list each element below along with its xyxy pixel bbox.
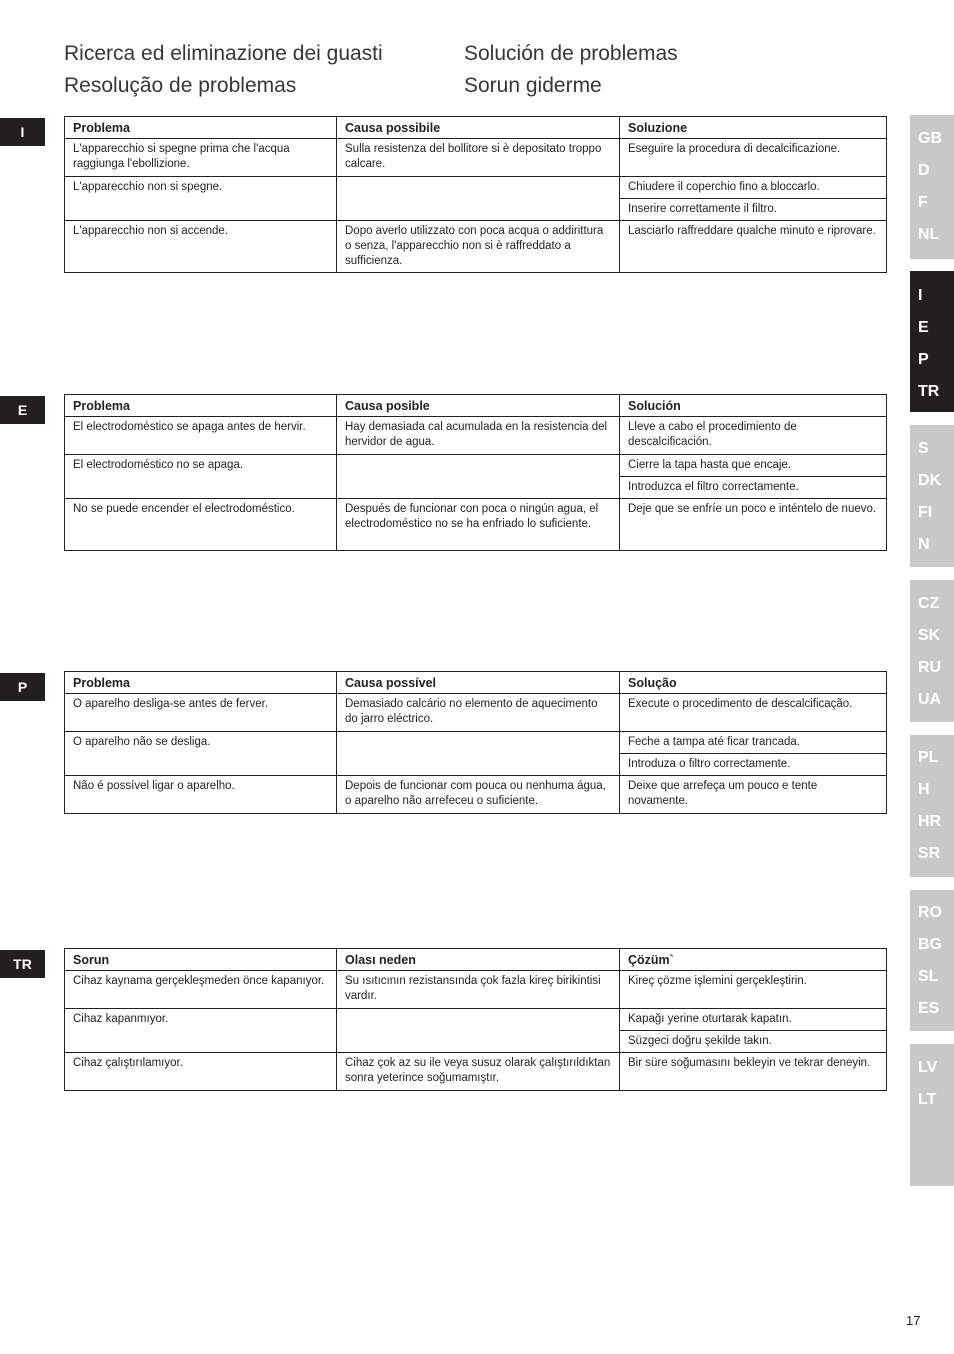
table-row xyxy=(65,971,887,1009)
title-portuguese: Resolução de problemas xyxy=(64,74,297,97)
cause-cell: Hay demasiada cal acumulada en la resistencia del hervidor de agua. xyxy=(337,417,620,455)
troubleshooting-table-italian xyxy=(64,116,887,273)
problem-cell: No se puede encender el electrodoméstico. xyxy=(65,499,337,551)
table-row xyxy=(65,776,887,814)
section-tag-italian: I xyxy=(0,118,45,146)
problem-cell: L'apparecchio non si spegne. xyxy=(65,177,337,221)
solution-cell: Eseguire la procedura di decalcificazione. xyxy=(620,139,887,177)
lang-tab-e[interactable]: E xyxy=(918,319,929,336)
lang-tab-h[interactable]: H xyxy=(918,781,930,798)
lang-group-ro xyxy=(910,890,954,1031)
table-row xyxy=(65,1009,887,1031)
solution-cell: Cierre la tapa hasta que encaje. xyxy=(620,455,887,477)
lang-tab-f[interactable]: F xyxy=(918,194,928,211)
table-row xyxy=(65,732,887,754)
problem-cell: L'apparecchio non si accende. xyxy=(65,221,337,273)
table-header-row xyxy=(65,117,887,139)
table-row xyxy=(65,221,887,273)
lang-tab-tr[interactable]: TR xyxy=(918,383,940,400)
lang-tab-i[interactable]: I xyxy=(918,287,923,304)
section-tag-spanish: E xyxy=(0,396,45,424)
cause-cell: Dopo averlo utilizzato con poca acqua o addirittura o senza, l'apparecchio non si è raffreddato a sufficienza. xyxy=(337,221,620,273)
section-tag-portuguese: P xyxy=(0,673,45,701)
lang-tab-dk[interactable]: DK xyxy=(918,472,942,489)
lang-tab-sk[interactable]: SK xyxy=(918,627,941,644)
lang-tab-gb[interactable]: GB xyxy=(918,130,942,147)
lang-group-s xyxy=(910,425,954,567)
title-italian: Ricerca ed eliminazione dei guasti xyxy=(64,42,383,65)
lang-tab-ua[interactable]: UA xyxy=(918,691,942,708)
lang-tab-fi[interactable]: FI xyxy=(918,504,933,521)
table-row xyxy=(65,1053,887,1091)
header-solution: Soluzione xyxy=(620,117,887,139)
problem-cell: Não é possível ligar o aparelho. xyxy=(65,776,337,814)
header-problem: Sorun xyxy=(65,949,337,971)
solution-cell: Inserire correttamente il filtro. xyxy=(620,199,887,221)
lang-tab-ro[interactable]: RO xyxy=(918,904,942,921)
problem-cell: Cihaz kaynama gerçekleşmeden önce kapanıyor. xyxy=(65,971,337,1009)
cause-cell xyxy=(337,455,620,499)
cause-cell: Depois de funcionar com pouca ou nenhuma água, o aparelho não arrefeceu o suficiente. xyxy=(337,776,620,814)
lang-tab-sr[interactable]: SR xyxy=(918,845,941,862)
troubleshooting-table-turkish xyxy=(64,948,887,1091)
lang-group-pl xyxy=(910,735,954,877)
problem-cell: Cihaz çalıştırılamıyor. xyxy=(65,1053,337,1091)
lang-tab-sl[interactable]: SL xyxy=(918,968,939,985)
page-number: 17 xyxy=(906,1313,921,1328)
cause-cell xyxy=(337,732,620,776)
solution-cell: Feche a tampa até ficar trancada. xyxy=(620,732,887,754)
solution-cell: Deje que se enfríe un poco e inténtelo de nuevo. xyxy=(620,499,887,551)
table-header-row xyxy=(65,672,887,694)
solution-cell: Introduza o filtro correctamente. xyxy=(620,754,887,776)
solution-cell: Chiudere il coperchio fino a bloccarlo. xyxy=(620,177,887,199)
cause-cell: Su ısıtıcının rezistansında çok fazla kireç birikintisi vardır. xyxy=(337,971,620,1009)
lang-group-lv xyxy=(910,1044,954,1186)
lang-tab-d[interactable]: D xyxy=(918,162,930,179)
header-problem: Problema xyxy=(65,117,337,139)
lang-tab-pl[interactable]: PL xyxy=(918,749,939,766)
header-solution: Solução xyxy=(620,672,887,694)
header-problem: Problema xyxy=(65,672,337,694)
lang-tab-n[interactable]: N xyxy=(918,536,930,553)
solution-cell: Bir süre soğumasını bekleyin ve tekrar deneyin. xyxy=(620,1053,887,1091)
solution-cell: Deixe que arrefeça um pouco e tente novamente. xyxy=(620,776,887,814)
header-cause: Causa possibile xyxy=(337,117,620,139)
table-row xyxy=(65,139,887,177)
cause-cell: Sulla resistenza del bollitore si è depositato troppo calcare. xyxy=(337,139,620,177)
solution-cell: Kapağı yerine oturtarak kapatın. xyxy=(620,1009,887,1031)
problem-cell: El electrodoméstico no se apaga. xyxy=(65,455,337,499)
solution-cell: Execute o procedimento de descalcificação. xyxy=(620,694,887,732)
table-header-row xyxy=(65,949,887,971)
troubleshooting-table-spanish xyxy=(64,394,887,551)
title-turkish: Sorun giderme xyxy=(464,74,602,97)
header-solution: Çözüm` xyxy=(620,949,887,971)
lang-tab-es[interactable]: ES xyxy=(918,1000,940,1017)
lang-tab-lv[interactable]: LV xyxy=(918,1059,938,1076)
table-row xyxy=(65,177,887,199)
cause-cell: Cihaz çok az su ile veya susuz olarak çalıştırıldıktan sonra yeterince soğumamıştır. xyxy=(337,1053,620,1091)
table-row xyxy=(65,499,887,551)
problem-cell: O aparelho não se desliga. xyxy=(65,732,337,776)
lang-tab-ru[interactable]: RU xyxy=(918,659,942,676)
solution-cell: Süzgeci doğru şekilde takın. xyxy=(620,1031,887,1053)
cause-cell: Después de funcionar con poca o ningún agua, el electrodoméstico no se ha enfriado lo suficiente. xyxy=(337,499,620,551)
lang-tab-lt[interactable]: LT xyxy=(918,1091,937,1108)
cause-cell xyxy=(337,1009,620,1053)
table-row xyxy=(65,455,887,477)
problem-cell: El electrodoméstico se apaga antes de hervir. xyxy=(65,417,337,455)
header-solution: Solución xyxy=(620,395,887,417)
solution-cell: Lleve a cabo el procedimiento de descalcificación. xyxy=(620,417,887,455)
lang-tab-bg[interactable]: BG xyxy=(918,936,942,953)
problem-cell: O aparelho desliga-se antes de ferver. xyxy=(65,694,337,732)
cause-cell xyxy=(337,177,620,221)
section-tag-turkish: TR xyxy=(0,950,45,978)
table-row xyxy=(65,694,887,732)
header-cause: Olası neden xyxy=(337,949,620,971)
cause-cell: Demasiado calcário no elemento de aquecimento do jarro eléctrico. xyxy=(337,694,620,732)
lang-group-i-active xyxy=(910,271,954,412)
solution-cell: Introduzca el filtro correctamente. xyxy=(620,477,887,499)
problem-cell: Cihaz kapanmıyor. xyxy=(65,1009,337,1053)
troubleshooting-table-portuguese xyxy=(64,671,887,814)
table-header-row xyxy=(65,395,887,417)
lang-tab-nl[interactable]: NL xyxy=(918,226,940,243)
lang-group-cz xyxy=(910,580,954,722)
problem-cell: L'apparecchio si spegne prima che l'acqua raggiunga l'ebollizione. xyxy=(65,139,337,177)
lang-tab-p[interactable]: P xyxy=(918,351,929,368)
title-spanish: Solución de problemas xyxy=(464,42,678,65)
header-cause: Causa possível xyxy=(337,672,620,694)
solution-cell: Kireç çözme işlemini gerçekleştirin. xyxy=(620,971,887,1009)
solution-cell: Lasciarlo raffreddare qualche minuto e riprovare. xyxy=(620,221,887,273)
lang-tab-cz[interactable]: CZ xyxy=(918,595,940,612)
lang-tab-s[interactable]: S xyxy=(918,440,929,457)
lang-group-gb xyxy=(910,115,954,259)
table-row xyxy=(65,417,887,455)
lang-tab-hr[interactable]: HR xyxy=(918,813,942,830)
header-cause: Causa posible xyxy=(337,395,620,417)
header-problem: Problema xyxy=(65,395,337,417)
